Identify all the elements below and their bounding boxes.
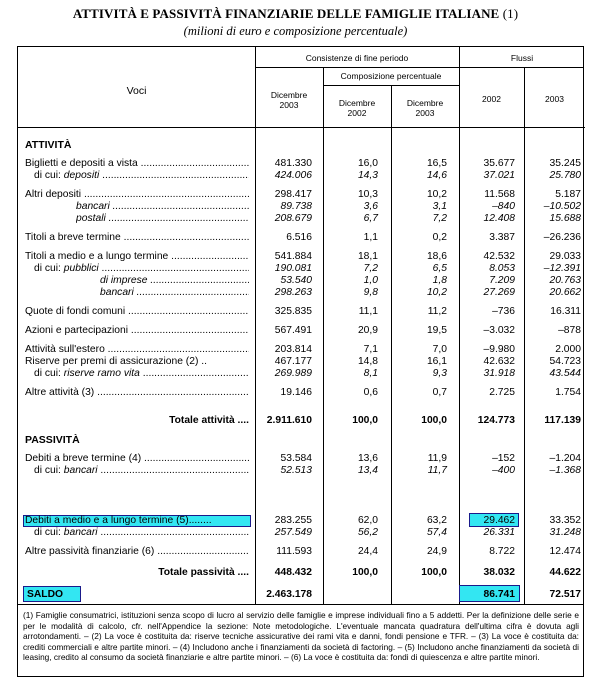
header-flussi-2003: 2003	[545, 94, 564, 104]
cell-c3: 0,7	[432, 387, 447, 398]
row-label: di cui: depositi .....	[34, 170, 249, 182]
header-dicembre-2003: Dicembre 2003	[270, 90, 308, 110]
cell-c4: –3.032	[483, 325, 515, 336]
cell-c3: 57,4	[426, 527, 447, 538]
table-frame	[17, 46, 584, 605]
cell-c2: 10,3	[357, 189, 378, 200]
cell-c5: 20.662	[549, 287, 581, 298]
cell-c2: 0,6	[363, 387, 378, 398]
row-label: di cui: bancari .....	[34, 465, 249, 477]
cell-c4: 8.053	[489, 263, 515, 274]
cell-c1: 298.417	[274, 189, 312, 200]
cell-c1: 2.463.178	[266, 589, 312, 600]
cell-c4: –9.980	[483, 344, 515, 355]
cell-c3: 3,1	[432, 201, 447, 212]
header-flussi-2002: 2002	[482, 94, 501, 104]
row-label: di cui: pubblici .....	[34, 263, 249, 275]
table-row	[18, 387, 585, 399]
row-label: PASSIVITÀ	[25, 434, 80, 446]
table-row	[18, 344, 585, 356]
cell-c5: 2.000	[555, 344, 581, 355]
header-flussi: Flussi	[510, 53, 534, 63]
cell-c2: 56,2	[357, 527, 378, 538]
cell-c5: 43.544	[549, 368, 581, 379]
cell-c3: 11,7	[427, 465, 447, 476]
cell-c1: 53.540	[280, 275, 312, 286]
cell-c2: 1,1	[363, 232, 378, 243]
row-label: Totale passività ....	[158, 567, 249, 578]
cell-c2: 1,0	[363, 275, 378, 286]
cell-c1: 448.432	[274, 567, 312, 578]
table-row	[18, 189, 585, 201]
row-label: Titoli a breve termine .....	[25, 232, 249, 244]
cell-c3: 11,2	[427, 306, 447, 317]
footnotes: (1) Famiglie consumatrici, istituzioni senza scopo di lucro al servizio delle famiglie e imprese individuali fino a 5 addetti. Per la definizione delle serie e per le modalità di calcolo, cfr. nell'Appendice la sezione: Note metodologiche. L'eventuale mancata quadratura dell'ultima cifra è dovuta agli arrotondamenti. – (2) La voce è costituita da: riserve tecniche assicurative dei rami vita e danni, fondi pensione e TFR. – (3) La voce è costituita da: crediti commerciali e altre partite minori. – (4) Includono anche i finanziamenti da società di factoring. – (5) Includono anche finanziamenti da società di leasing, credito al consumo da società finanziarie e altre partite minori. – (6) La voce è costituita da: fondi di quiescenza e altre partite minori.	[17, 604, 584, 677]
cell-c3: 14,6	[426, 170, 447, 181]
cell-c3: 16,5	[426, 158, 447, 169]
cell-c4: –840	[492, 201, 515, 212]
cell-c5: 44.622	[549, 567, 581, 578]
cell-c1: 283.255	[274, 515, 312, 526]
row-label: bancari .....	[100, 287, 249, 299]
cell-c3: 6,5	[432, 263, 447, 274]
cell-c1: 19.146	[280, 387, 312, 398]
table-row	[18, 213, 585, 225]
row-label: Debiti a breve termine (4) .....	[25, 453, 249, 465]
cell-c4: 42.532	[483, 251, 515, 262]
cell-c3: 100,0	[421, 415, 447, 426]
cell-c4: 86.741	[483, 589, 515, 600]
cell-c2: 11,1	[358, 306, 378, 317]
cell-c2: 3,6	[363, 201, 378, 212]
cell-c4: 7.209	[489, 275, 515, 286]
table-row	[18, 527, 585, 539]
row-label: di cui: bancari .....	[34, 527, 249, 539]
table-row	[18, 306, 585, 318]
cell-c3: 10,2	[426, 287, 447, 298]
table-row	[18, 275, 585, 287]
cell-c2: 14,3	[357, 170, 378, 181]
cell-c2: 100,0	[352, 415, 378, 426]
cell-c5: –12.391	[543, 263, 581, 274]
cell-c2: 6,7	[363, 213, 378, 224]
table-row	[18, 232, 585, 244]
cell-c2: 62,0	[357, 515, 378, 526]
page-subtitle: (milioni di euro e composizione percentuale)	[183, 24, 408, 38]
cell-c5: –10.502	[543, 201, 581, 212]
table-row	[18, 251, 585, 263]
cell-c5: 72.517	[549, 589, 581, 600]
cell-c3: 100,0	[421, 567, 447, 578]
row-label: ATTIVITÀ	[25, 139, 72, 151]
table-row	[18, 325, 585, 337]
cell-c4: 8.722	[489, 546, 515, 557]
table-row	[18, 368, 585, 380]
cell-c2: 18,1	[357, 251, 378, 262]
cell-c3: 1,8	[432, 275, 447, 286]
cell-c5: 35.245	[549, 158, 581, 169]
cell-c2: 9,8	[363, 287, 378, 298]
row-label: Altre passività finanziarie (6) .....	[25, 546, 249, 558]
table-row	[18, 465, 585, 477]
cell-c5: 33.352	[549, 515, 581, 526]
cell-c2: 7,1	[363, 344, 378, 355]
cell-c5: –26.236	[543, 232, 581, 243]
cell-c3: 24,9	[426, 546, 447, 557]
row-label: Azioni e partecipazioni .....	[25, 325, 249, 337]
header-composizione: Composizione percentuale	[340, 71, 442, 81]
cell-c1: 190.081	[274, 263, 312, 274]
cell-c5: 20.763	[549, 275, 581, 286]
table-row	[18, 201, 585, 213]
table-row	[18, 589, 585, 601]
cell-c2: 13,6	[357, 453, 378, 464]
cell-c4: 124.773	[477, 415, 515, 426]
table-row	[18, 263, 585, 275]
cell-c4: 3.387	[489, 232, 515, 243]
cell-c4: 27.269	[483, 287, 515, 298]
cell-c4: 37.021	[483, 170, 515, 181]
cell-c2: 20,9	[357, 325, 378, 336]
cell-c3: 10,2	[426, 189, 447, 200]
cell-c1: 481.330	[274, 158, 312, 169]
cell-c3: 7,0	[432, 344, 447, 355]
header-voci: Voci	[126, 85, 147, 97]
cell-c1: 111.593	[276, 546, 312, 557]
cell-c5: 31.248	[549, 527, 581, 538]
cell-c5: 29.033	[549, 251, 581, 262]
cell-c4: 2.725	[489, 387, 515, 398]
cell-c3: 63,2	[426, 515, 447, 526]
row-label: Altre attività (3) .....	[25, 387, 249, 399]
cell-c1: 203.814	[274, 344, 312, 355]
cell-c5: –1.368	[549, 465, 581, 476]
cell-c4: –152	[492, 453, 515, 464]
cell-c1: 298.263	[274, 287, 312, 298]
cell-c1: 2.911.610	[266, 415, 312, 426]
cell-c5: –1.204	[549, 453, 581, 464]
cell-c2: 7,2	[363, 263, 378, 274]
row-label: Attività sull'estero .....	[25, 344, 249, 356]
cell-c1: 467.177	[274, 356, 312, 367]
cell-c5: 1.754	[555, 387, 581, 398]
cell-c5: 5.187	[555, 189, 581, 200]
header-comp-2002: Dicembre 2002	[338, 98, 376, 118]
section-header	[18, 139, 585, 151]
row-label: Totale attività ....	[169, 415, 249, 426]
row-label: Titoli a medio e a lungo termine .....	[25, 251, 249, 263]
cell-c1: 89.738	[280, 201, 312, 212]
cell-c3: 18,6	[426, 251, 447, 262]
cell-c4: 29.462	[483, 515, 515, 526]
cell-c5: 54.723	[549, 356, 581, 367]
row-label: postali .....	[76, 213, 249, 225]
cell-c5: 16.311	[550, 306, 581, 317]
cell-c3: 19,5	[426, 325, 447, 336]
cell-c4: 38.032	[483, 567, 515, 578]
cell-c1: 208.679	[274, 213, 312, 224]
row-label: Quote di fondi comuni .....	[25, 306, 249, 318]
cell-c3: 9,3	[432, 368, 447, 379]
header-consistenze: Consistenze di fine periodo	[305, 53, 409, 63]
page-title: ATTIVITÀ E PASSIVITÀ FINANZIARIE DELLE FAMIGLIE ITALIANE (1)	[72, 6, 519, 21]
cell-c2: 8,1	[363, 368, 378, 379]
cell-c4: 31.918	[483, 368, 515, 379]
cell-c1: 269.989	[274, 368, 312, 379]
row-label: Riserve per premi di assicurazione (2) ..	[25, 356, 207, 367]
table-row	[18, 515, 585, 527]
cell-c4: 12.408	[483, 213, 515, 224]
cell-c2: 16,0	[357, 158, 378, 169]
cell-c1: 325.835	[274, 306, 312, 317]
cell-c2: 100,0	[352, 567, 378, 578]
cell-c2: 14,8	[357, 356, 378, 367]
cell-c1: 424.006	[274, 170, 312, 181]
cell-c1: 567.491	[274, 325, 312, 336]
row-label: Biglietti e depositi a vista .....	[25, 158, 249, 170]
cell-c4: 42.632	[483, 356, 515, 367]
table-row	[18, 546, 585, 558]
table-row	[18, 453, 585, 465]
cell-c5: 117.139	[544, 415, 581, 426]
cell-c4: 11.568	[484, 189, 515, 200]
cell-c4: 26.331	[483, 527, 515, 538]
row-label: di imprese .....	[100, 275, 249, 287]
header-comp-2003: Dicembre 2003	[406, 98, 444, 118]
cell-c2: 13,4	[357, 465, 378, 476]
table-row	[18, 287, 585, 299]
table-row	[18, 158, 585, 170]
row-label: Debiti a medio e a lungo termine (5)........	[25, 515, 212, 526]
cell-c5: 15.688	[549, 213, 581, 224]
row-label: di cui: riserve ramo vita .....	[34, 368, 249, 380]
cell-c1: 53.584	[280, 453, 312, 464]
table-row	[18, 567, 585, 579]
row-label: bancari .....	[76, 201, 249, 213]
cell-c5: 12.474	[549, 546, 581, 557]
table-row	[18, 356, 585, 368]
cell-c5: 25.780	[549, 170, 581, 181]
cell-c1: 6.516	[286, 232, 312, 243]
cell-c1: 541.884	[274, 251, 312, 262]
table-row	[18, 415, 585, 427]
cell-c4: –736	[492, 306, 515, 317]
cell-c4: 35.677	[483, 158, 515, 169]
cell-c1: 257.549	[274, 527, 312, 538]
cell-c3: 11,9	[427, 453, 447, 464]
cell-c4: –400	[492, 465, 515, 476]
cell-c3: 16,1	[426, 356, 447, 367]
cell-c5: –878	[558, 325, 581, 336]
row-label: Altri depositi .....	[25, 189, 249, 201]
cell-c3: 0,2	[432, 232, 447, 243]
table-row	[18, 170, 585, 182]
cell-c1: 52.513	[280, 465, 312, 476]
cell-c2: 24,4	[357, 546, 378, 557]
section-header	[18, 434, 585, 446]
cell-c3: 7,2	[432, 213, 447, 224]
row-label: SALDO	[27, 589, 64, 600]
